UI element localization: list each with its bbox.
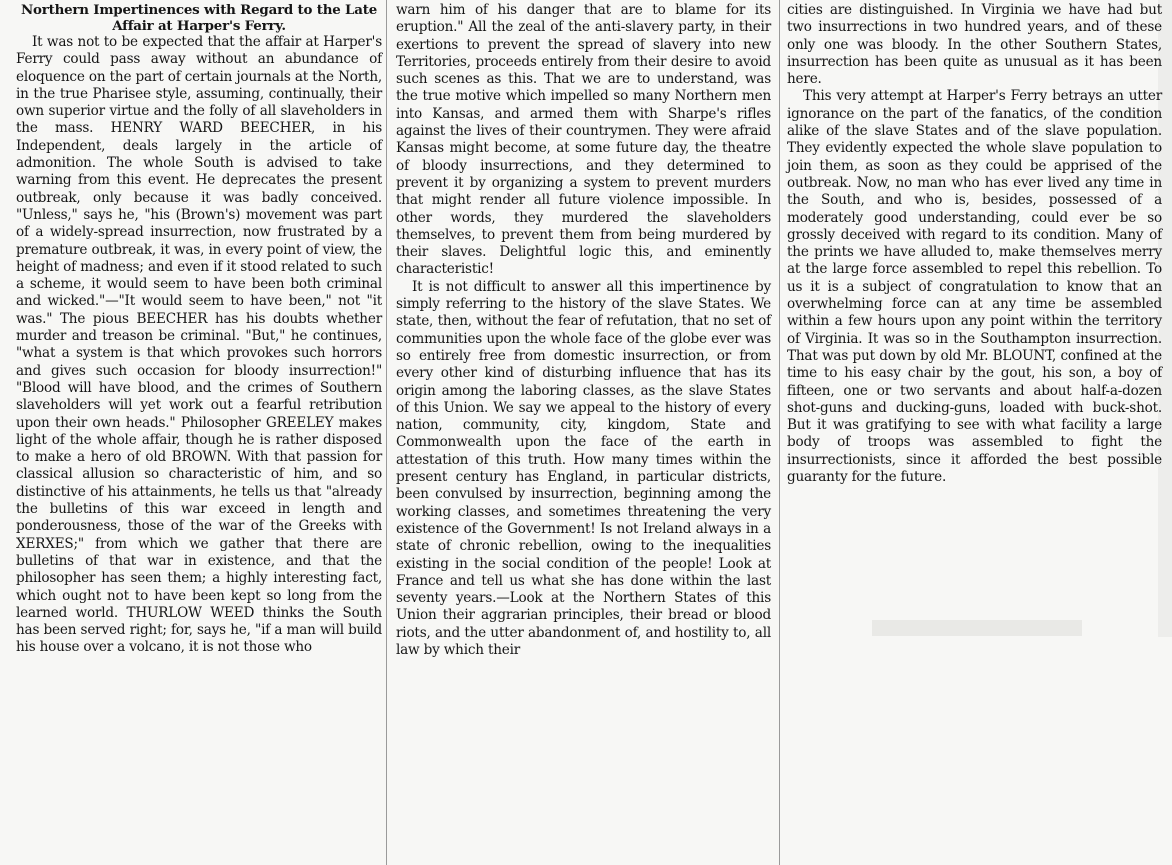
- column-rule-right: [779, 0, 780, 865]
- article-column-2: [396, 2, 771, 659]
- article-paragraph: This very attempt at Harper's Ferry betrays an utter ignorance on the part of the fanatics, of the condition alike of the slave States and of the slave population. They evidently expected the whole slave population to join them, as soon as they could be apprised of the outbreak. Now, no man who has ever lived any time in the South, and who is, besides, possessed of a moderately good understanding, could ever be so grossly deceived with regard to its condition. Many of the prints we have alluded to, make themselves merry at the large force assembled to repel this rebellion. To us it is a subject of congratulation to know that an overwhelming force can at any time be assembled within a few hours upon any point within the territory of Virginia. It was so in the Southampton insurrection. That was put down by old Mr. BLOUNT, confined at the time to his easy chair by the gout, his son, a boy of fifteen, one or two servants and about half-a-dozen shot-guns and ducking-guns, loaded with buck-shot. But it was gratifying to see with what facility a large body of troops was assembled to fight the insurrectionists, since it afforded the best possible guaranty for the future.: [787, 88, 1162, 486]
- column-rule-left: [386, 0, 387, 865]
- faded-print-area: [872, 620, 1082, 636]
- article-paragraph: warn him of his danger that are to blame for its eruption." All the zeal of the anti-slavery party, in their exertions to prevent the spread of slavery into new Territories, proceeds entirely from their desire to avoid such scenes as this. That we are to understand, was the true motive which impelled so many Northern men into Kansas, and armed them with Sharpe's rifles against the lives of their countrymen. They were afraid Kansas might become, at some future day, the theatre of bloody insurrections, and they determined to prevent it by organizing a system to prevent murders that might render all future violence impossible. In other words, they murdered the slaveholders themselves, to prevent them from being murdered by their slaves. Delightful logic this, and eminently characteristic!: [396, 2, 771, 278]
- article-paragraph: It is not difficult to answer all this impertinence by simply referring to the history of the slave States. We state, then, without the fear of refutation, that no set of communities upon the whole face of the globe ever was so entirely free from domestic insurrection, or from every other kind of disturbing influence that has its origin among the laboring classes, as the slave States of this Union. We say we appeal to the history of every nation, community, city, kingdom, State and Commonwealth upon the face of the earth in attestation of this truth. How many times within the present century has England, in particular districts, been convulsed by insurrection, beginning among the working classes, and sometimes threatening the very existence of the Government! Is not Ireland always in a state of chronic rebellion, owing to the inequalities existing in the social condition of the people! Look at France and tell us what she has done within the last seventy years.—Look at the Northern States of this Union their aggrarian principles, their bread or blood riots, and the utter abandonment of, and hostility to, all law by which their: [396, 278, 771, 658]
- article-column-1: [16, 2, 382, 657]
- article-column-3: [787, 2, 1162, 486]
- article-paragraph: cities are distinguished. In Virginia we have had but two insurrections in two hundred years, and of these only one was bloody. In the other Southern States, insurrection has been quite as unusual as it has been here.: [787, 2, 1162, 88]
- article-headline: Northern Impertinences with Regard to the Late Affair at Harper's Ferry.: [20, 2, 378, 34]
- article-paragraph: It was not to be expected that the affair at Harper's Ferry could pass away without an abundance of eloquence on the part of certain journals at the North, in the true Pharisee style, assuming, continually, their own superior virtue and the folly of all slaveholders in the mass. HENRY WARD BEECHER, in his Independent, deals largely in the article of admonition. The whole South is advised to take warning from this event. He deprecates the present outbreak, only because it was badly conceived. "Unless," says he, "his (Brown's) movement was part of a widely-spread insurrection, now frustrated by a premature outbreak, it was, in every point of view, the height of madness; and even if it stood related to such a scheme, it would seem to have been both criminal and wicked."—"It would seem to have been," not "it was." The pious BEECHER has his doubts whether murder and treason be criminal. "But," he continues, "what a system is that which provokes such horrors and gives such occasion for bloody insurrection!" "Blood will have blood, and the crimes of Southern slaveholders will yet work out a fearful retribution upon their own heads." Philosopher GREELEY makes light of the whole affair, though he is rather disposed to make a hero of old BROWN. With that passion for classical allusion so characteristic of him, and so distinctive of his attainments, he tells us that "already the bulletins of this war exceed in length and ponderousness, those of the war of the Greeks with XERXES;" from which we gather that there are bulletins of that war in existence, and that the philosopher has seen them; a highly interesting fact, which ought not to have been kept so long from the learned world. THURLOW WEED thinks the South has been served right; for, says he, "if a man will build his house over a volcano, it is not those who: [16, 34, 382, 656]
